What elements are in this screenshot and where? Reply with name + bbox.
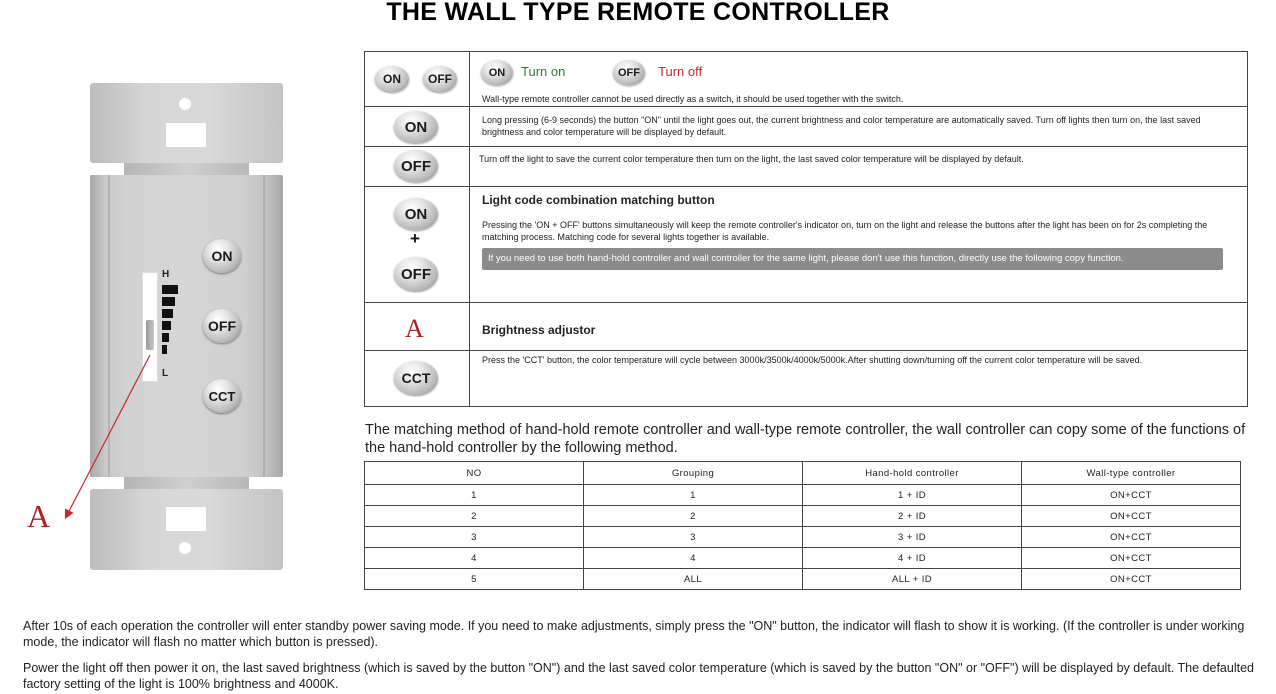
function-table [364, 51, 1248, 407]
table-cell: ON+CCT [1022, 569, 1241, 590]
on-icon: ON [394, 111, 438, 143]
table-cell: 4 [365, 548, 584, 569]
off-icon: OFF [394, 257, 438, 291]
column-header: Wall-type controller [1022, 462, 1241, 485]
table-row [365, 548, 1241, 569]
table-cell: 2 [365, 506, 584, 527]
pointer-label: A [27, 498, 51, 534]
off-icon: OFF [613, 60, 645, 85]
level-high-label: H [162, 269, 170, 280]
level-low-label: L [162, 368, 169, 379]
matching-intro: The matching method of hand-hold remote controller and wall-type remote controller, the wall controller can copy some of the functions of the hand-hold controller by the following method. [365, 422, 1246, 456]
wall-controller-illustration [0, 0, 360, 600]
table-cell: 1 [365, 485, 584, 506]
function-description: Turn off the light to save the current color temperature then turn on the light, the last saved color temperature will be displayed by default. [479, 154, 1024, 164]
table-row [365, 527, 1241, 548]
column-header: NO [365, 462, 584, 485]
table-cell: 1 + ID [803, 485, 1022, 506]
device-off-button[interactable]: OFF [203, 309, 241, 343]
table-cell: ALL [584, 569, 803, 590]
on-icon: ON [394, 198, 438, 230]
function-description: Press the 'CCT' button, the color temperature will cycle between 3000k/3500k/4000k/5000k.After shutting down/turning off the current color temperature will be saved. [482, 355, 1143, 365]
cct-icon: CCT [394, 361, 438, 395]
on-icon: ON [375, 66, 409, 92]
device-on-button[interactable]: ON [203, 239, 241, 273]
function-description: Pressing the 'ON + OFF' buttons simultaneously will keep the remote controller's indicator on, turn on the light and release the buttons after the light has been on for 2s completing the matching process. Matching code for several lights together is available. [482, 220, 1208, 242]
function-row-code-matching [365, 186, 1247, 303]
device-cct-button[interactable]: CCT [203, 379, 241, 413]
brightness-adjustor-icon: A [405, 314, 424, 343]
code-matching-title: Light code combination matching button [482, 193, 715, 207]
matching-table [364, 461, 1241, 590]
table-cell: 3 [365, 527, 584, 548]
function-row-on-off [365, 52, 1247, 107]
table-cell: ALL + ID [803, 569, 1022, 590]
table-header-row [365, 462, 1241, 485]
table-cell: 3 [584, 527, 803, 548]
default-settings-note: Power the light off then power it on, the last saved brightness (which is saved by the button "ON") and the last saved color temperature (which is saved by the button "ON" or "OFF") will be displayed by default. The defaulted factory setting of the light is 100% brightness and 4000K. [23, 661, 1254, 691]
function-row-off [365, 146, 1247, 187]
table-cell: 2 [584, 506, 803, 527]
table-row [365, 506, 1241, 527]
table-cell: 2 + ID [803, 506, 1022, 527]
warning-note: If you need to use both hand-hold controller and wall controller for the same light, please don't use this function, directly use the following copy function. [482, 248, 1223, 270]
table-cell: 1 [584, 485, 803, 506]
turn-on-label: Turn on [521, 64, 566, 79]
table-cell: 4 + ID [803, 548, 1022, 569]
function-row-cct [365, 350, 1247, 406]
table-cell: 3 + ID [803, 527, 1022, 548]
table-cell: ON+CCT [1022, 548, 1241, 569]
off-icon: OFF [423, 66, 457, 92]
on-icon: ON [481, 60, 513, 85]
column-header: Hand-hold controller [803, 462, 1022, 485]
table-cell: 4 [584, 548, 803, 569]
table-cell: 5 [365, 569, 584, 590]
table-row [365, 569, 1241, 590]
table-cell: ON+CCT [1022, 506, 1241, 527]
standby-note: After 10s of each operation the controller will enter standby power saving mode. If you need to make adjustments, simply press the "ON" button, the indicator will flash to show it is working. (If the controller is under working mode, the indicator will flash no matter which button is pressed). [23, 619, 1245, 649]
table-cell: ON+CCT [1022, 485, 1241, 506]
function-description: Long pressing (6-9 seconds) the button "ON" until the light goes out, the current brightness and color temperature are automatically saved. Turn off lights then turn on, the last saved brightness and color temperature will be displayed by default. [482, 115, 1201, 137]
plus-sign: + [410, 229, 420, 248]
function-description: Wall-type remote controller cannot be used directly as a switch, it should be used together with the switch. [482, 94, 904, 104]
turn-off-label: Turn off [658, 64, 703, 79]
pointer-arrow [0, 0, 360, 600]
function-row-long-press-on [365, 106, 1247, 147]
function-row-brightness [365, 302, 1247, 351]
table-cell: ON+CCT [1022, 527, 1241, 548]
off-icon: OFF [394, 150, 438, 182]
column-header: Grouping [584, 462, 803, 485]
brightness-adjustor-title: Brightness adjustor [482, 323, 596, 337]
table-row [365, 485, 1241, 506]
page-title: THE WALL TYPE REMOTE CONTROLLER [386, 0, 890, 26]
